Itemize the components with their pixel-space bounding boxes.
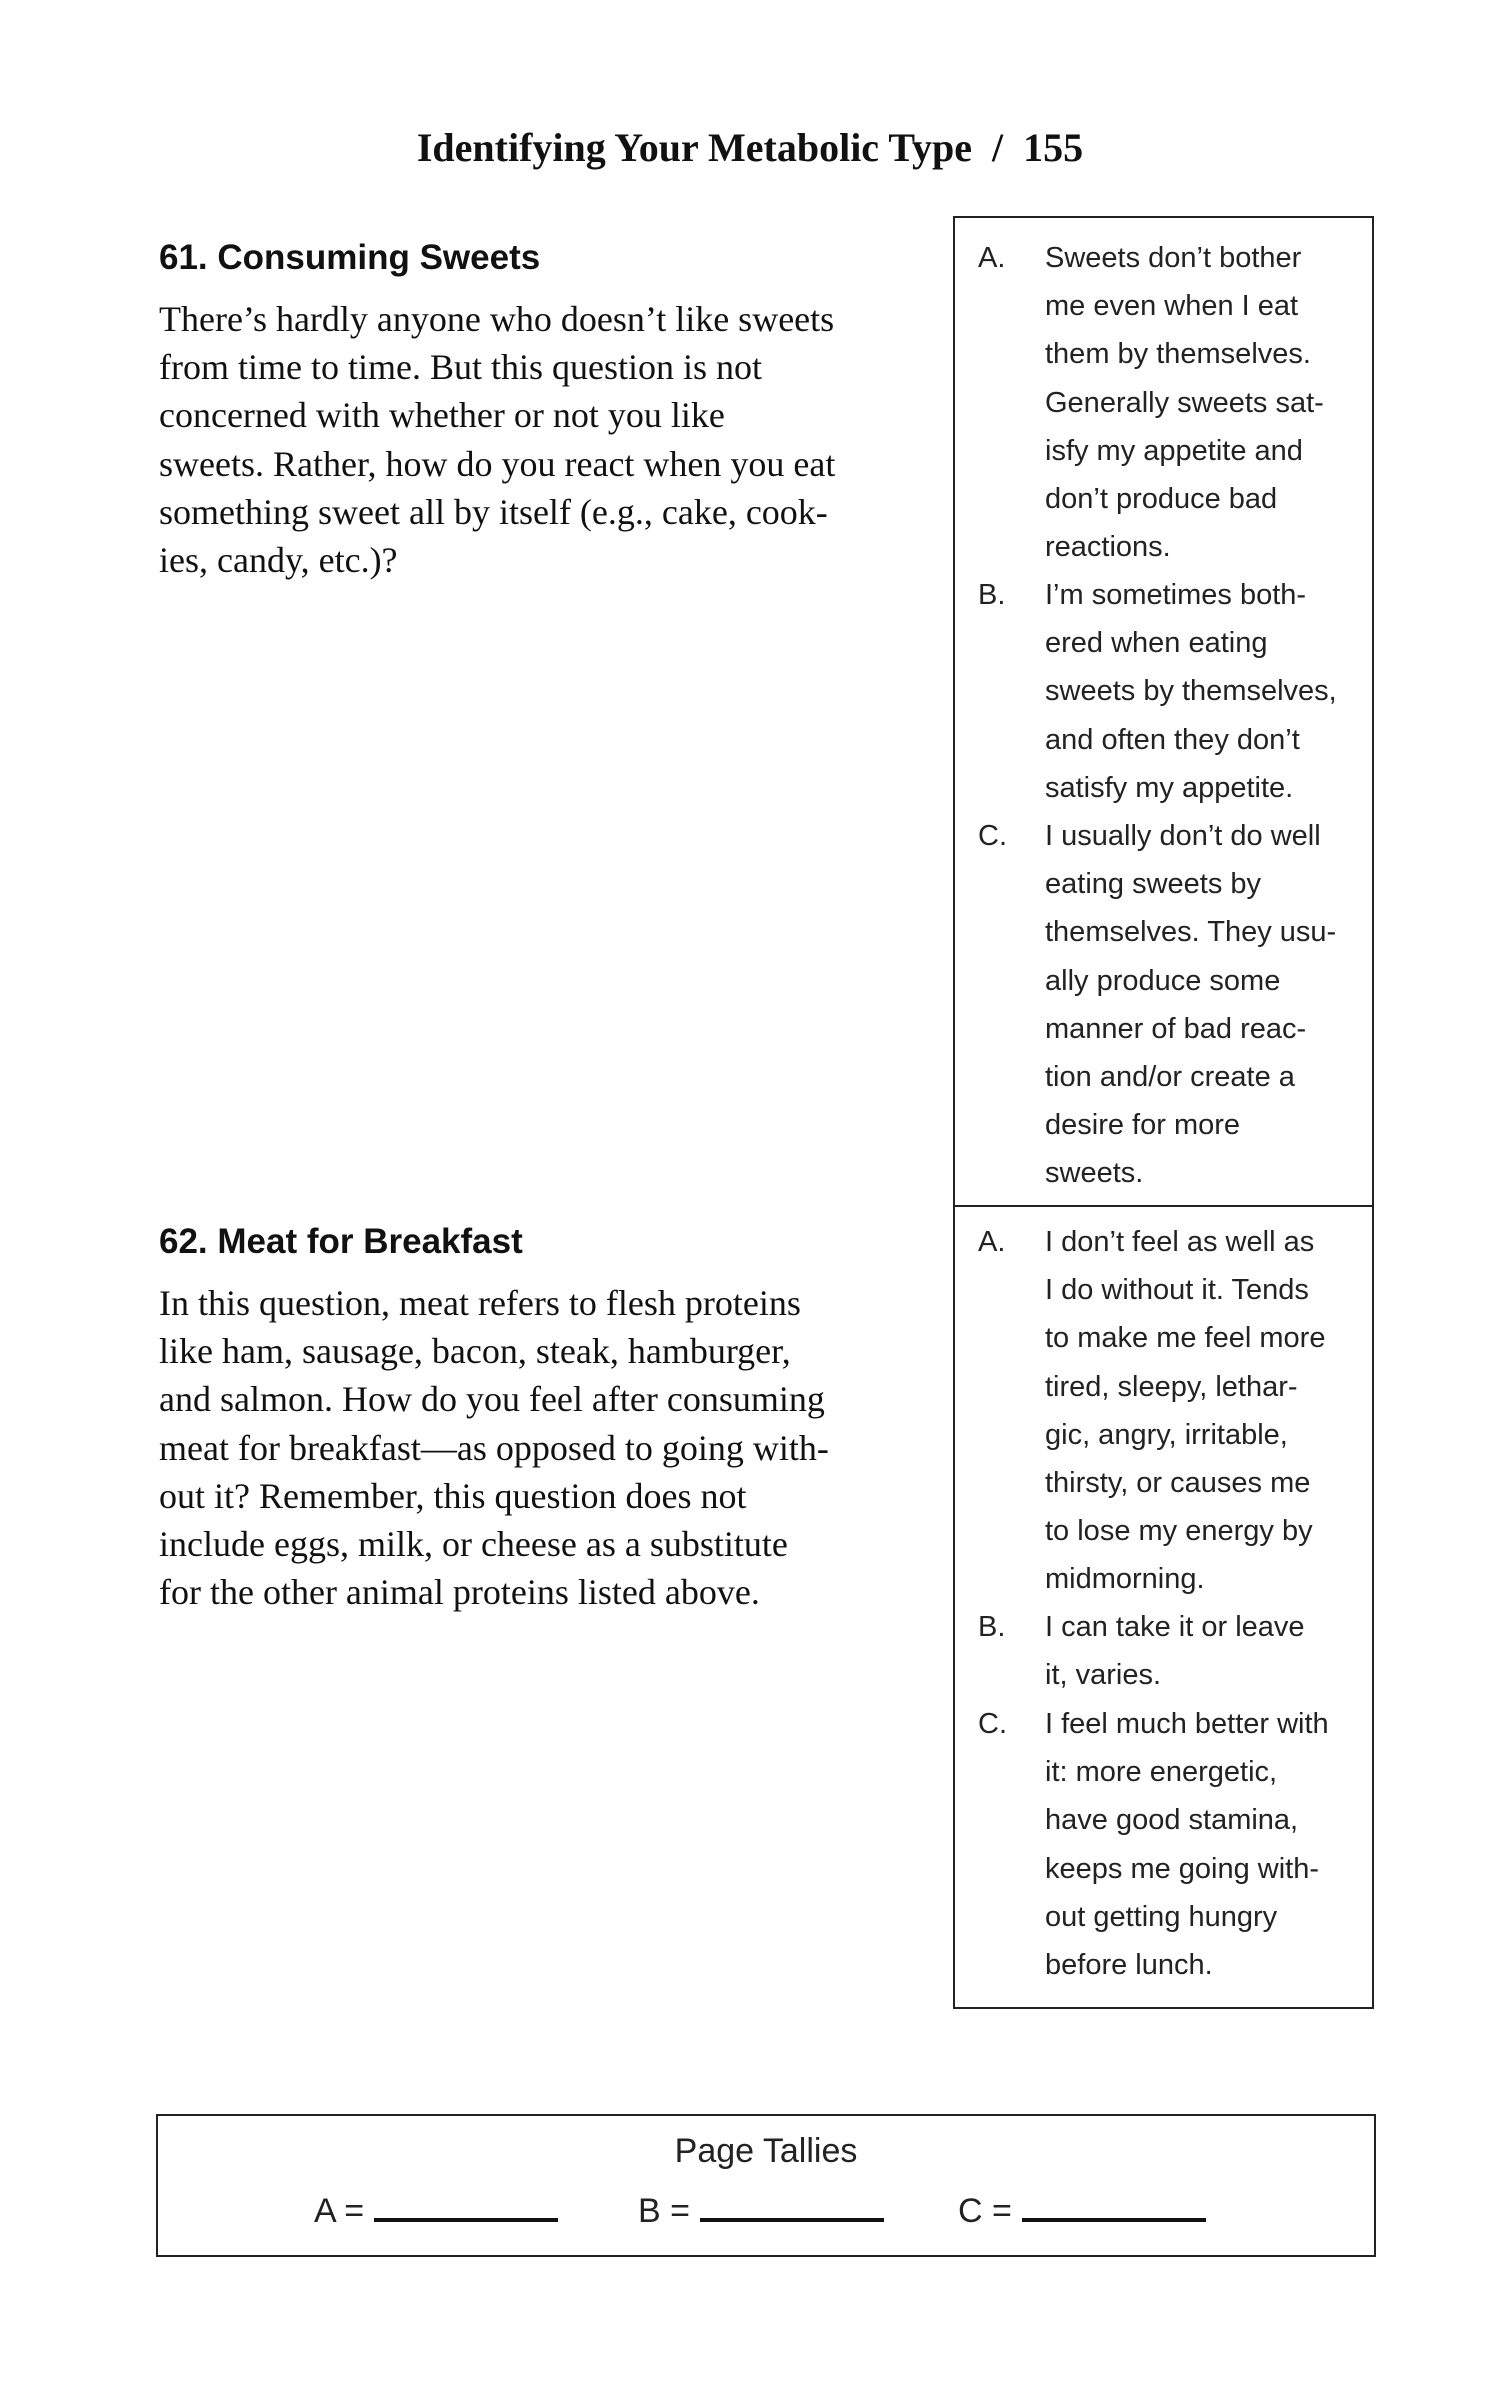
tally-c-blank[interactable]	[1022, 2188, 1206, 2222]
option-text: I don’t feel as well as I do without it. Tends to make me feel more tired, sleepy, lethar- gic, angry, irritable, thirsty, or causes me to lose my energy by midmorning.	[1045, 1226, 1326, 1596]
tally-b[interactable]	[638, 2188, 884, 2231]
option-letter: A.	[978, 242, 1006, 274]
option-text: I’m sometimes both- ered when eating sweets by themselves, and often they don’t satisfy my appetite.	[1045, 579, 1337, 804]
option-text: I can take it or leave it, varies.	[1045, 1611, 1305, 1692]
tally-b-blank[interactable]	[700, 2188, 884, 2222]
option-letter: C.	[978, 1708, 1007, 1740]
tally-a-blank[interactable]	[374, 2188, 558, 2222]
question-62-title: 62. Meat for Breakfast	[159, 1222, 523, 1261]
option-text: Sweets don’t bother me even when I eat them by themselves. Generally sweets sat- isfy my appetite and don’t produce bad reactions.	[1045, 242, 1324, 564]
header-separator: /	[992, 125, 1004, 170]
question-61-title: 61. Consuming Sweets	[159, 238, 541, 277]
page-number: 155	[1023, 125, 1084, 170]
tally-b-label: B =	[638, 2192, 690, 2230]
tally-c[interactable]	[958, 2188, 1206, 2231]
option-text: I usually don’t do well eating sweets by themselves. They usu- ally produce some manner of bad reac- tion and/or create a desire for more sweets.	[1045, 820, 1337, 1190]
option-letter: B.	[978, 579, 1006, 611]
running-header	[0, 124, 1500, 171]
option-letter: A.	[978, 1226, 1006, 1258]
tally-a[interactable]	[314, 2188, 558, 2231]
tally-a-label: A =	[314, 2192, 365, 2230]
option-letter: C.	[978, 820, 1007, 852]
question-62-body: In this question, meat refers to flesh proteins like ham, sausage, bacon, steak, hamburger, and salmon. How do you feel after consuming meat for breakfast—as opposed to going with- out it? Remember, this question does not include eggs, milk, or cheese as a substitute for the other animal proteins listed above.	[159, 1283, 829, 1613]
chapter-title: Identifying Your Metabolic Type	[416, 125, 973, 170]
option-letter: B.	[978, 1611, 1006, 1643]
tally-c-label: C =	[958, 2192, 1012, 2230]
answer-box-divider	[953, 1205, 1374, 1207]
page-tallies-title: Page Tallies	[674, 2132, 858, 2170]
option-text: I feel much better with it: more energetic, have good stamina, keeps me going with- out getting hungry before lunch.	[1045, 1708, 1329, 1982]
question-61-body: There’s hardly anyone who doesn’t like sweets from time to time. But this question is not concerned with whether or not you like sweets. Rather, how do you react when you eat something sweet all by itself (e.g., cake, cook- ies, candy, etc.)?	[159, 299, 836, 581]
